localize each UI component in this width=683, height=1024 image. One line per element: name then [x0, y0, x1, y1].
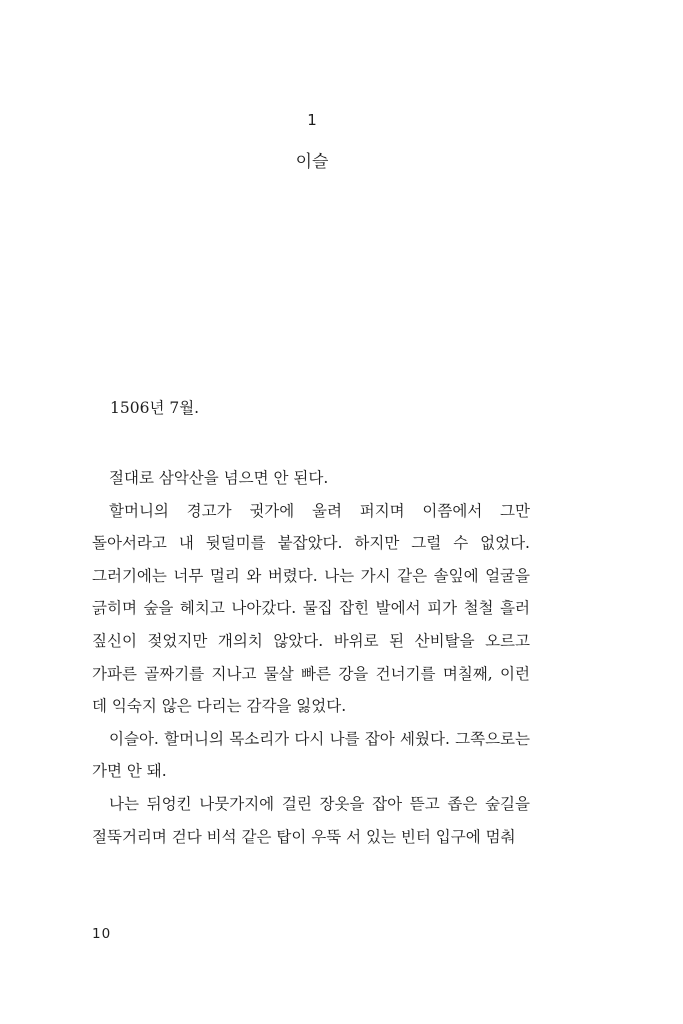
- paragraph: 이슬아. 할머니의 목소리가 다시 나를 잡아 세웠다. 그쪽으로는 가면 안 돼.: [92, 729, 530, 781]
- date-line: 1506년 7월.: [110, 399, 200, 417]
- chapter-number: 1: [307, 111, 317, 129]
- body-text: [92, 462, 530, 853]
- paragraph: 절대로 삼악산을 넘으면 안 된다.: [109, 469, 329, 487]
- paragraph: 나는 뒤엉킨 나뭇가지에 걸린 장옷을 잡아 뜯고 좁은 숲길을 절뚝거리며 걷다 비석 같은 탑이 우뚝 서 있는 빈터 입구에 멈춰: [92, 794, 530, 846]
- chapter-title: 이슬: [295, 152, 329, 172]
- page-number: 10: [92, 926, 112, 942]
- paragraph: 할머니의 경고가 귓가에 울려 퍼지며 이쯤에서 그만 돌아서라고 내 뒷덜미를 붙잡았다. 하지만 그럴 수 없었다. 그러기에는 너무 멀리 와 버렸다. 나는 가시 같은 솔잎에 얼굴을 긁히며 숲을 헤치고 나아갔다. 물집 잡힌 발에서 피가 철철 흘러 짚신이 젖었지만 개의치 않았다. 바위로 된 산비탈을 오르고 가파른 골짜기를 지나고 물살 빠른 강을 건너기를 며칠째, 이런 데 익숙지 않은 다리는 감각을 잃었다.: [92, 501, 530, 716]
